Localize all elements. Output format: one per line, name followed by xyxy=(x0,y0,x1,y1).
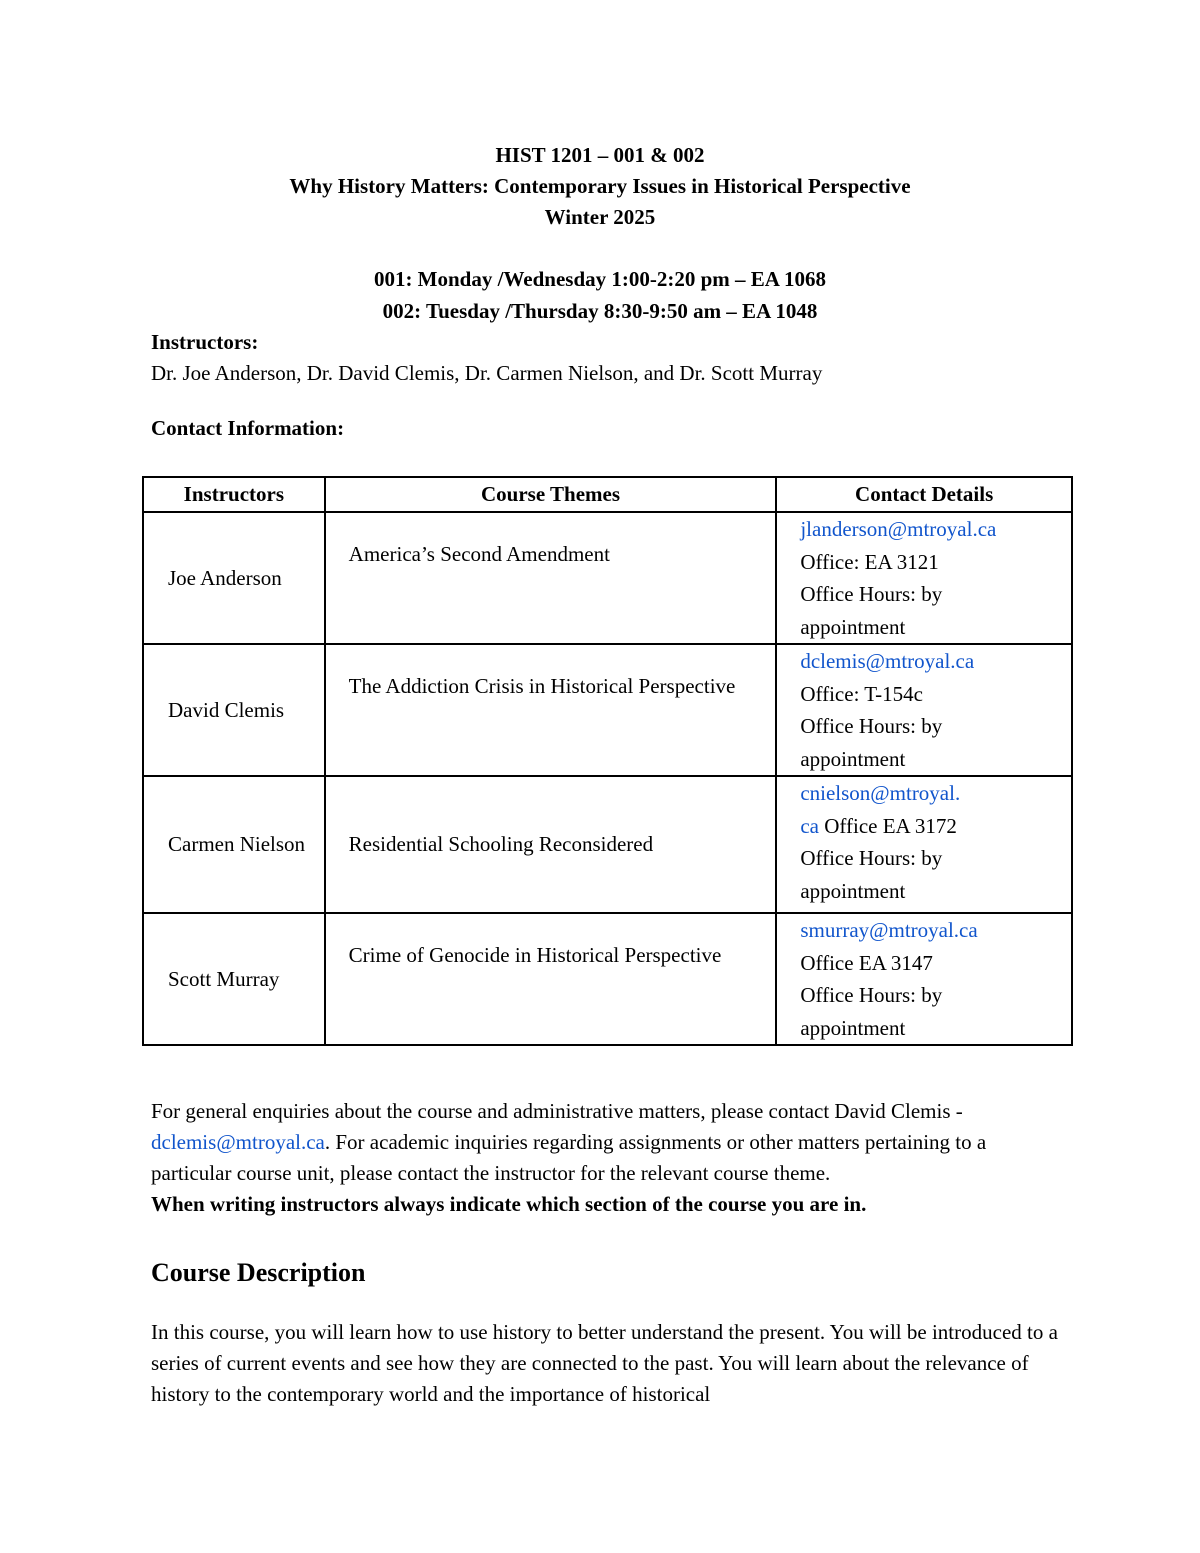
course-theme xyxy=(325,512,777,644)
section-001-schedule: 001: Monday /Wednesday 1:00-2:20 pm – EA 1068 xyxy=(373,267,827,291)
instructor-name: Joe Anderson xyxy=(143,512,325,644)
course-theme-text: The Addiction Crisis in Historical Perspective xyxy=(348,674,736,698)
email-link[interactable]: smurray@mtroyal.ca xyxy=(800,918,978,942)
office-hours: Office Hours: by xyxy=(800,846,943,870)
email-link[interactable]: jlanderson@mtroyal.ca xyxy=(800,517,997,541)
section-002-schedule: 002: Tuesday /Thursday 8:30-9:50 am – EA 1048 xyxy=(382,299,818,323)
office-hours-cont: appointment xyxy=(800,746,906,771)
course-code: HIST 1201 – 001 & 002 xyxy=(495,143,705,167)
enquiries-text-2: . For academic inquiries regarding assignments or other matters pertaining to a particular course unit, please contact the instructor for the relevant course theme. xyxy=(151,1130,987,1185)
instructor-name: Carmen Nielson xyxy=(143,776,325,913)
contact-details xyxy=(776,776,1072,913)
course-theme xyxy=(325,644,777,776)
course-theme-text: Crime of Genocide in Historical Perspective xyxy=(348,943,722,967)
course-theme xyxy=(325,776,777,913)
email-link[interactable]: dclemis@mtroyal.ca xyxy=(800,649,975,673)
instructor-name: Scott Murray xyxy=(143,913,325,1045)
office-hours: Office Hours: by xyxy=(800,714,943,738)
office-location: Office EA 3147 xyxy=(800,950,933,975)
enquiries-paragraph xyxy=(151,1096,1061,1220)
office-hours-cont: appointment xyxy=(800,1015,906,1040)
instructors-list: Dr. Joe Anderson, Dr. David Clemis, Dr. Carmen Nielson, and Dr. Scott Murray xyxy=(151,361,823,385)
office-hours-cont: appointment xyxy=(800,614,906,639)
contact-details xyxy=(776,913,1072,1045)
table-row xyxy=(143,913,1072,1045)
office-location: Office EA 3172 xyxy=(818,813,957,838)
course-theme xyxy=(325,913,777,1045)
email-link[interactable]: cnielson@mtroyal. xyxy=(800,781,961,805)
enquiries-text-1: For general enquiries about the course and administrative matters, please contact David Clemis - xyxy=(151,1099,963,1123)
office-hours-cont: appointment xyxy=(800,878,906,903)
office-hours: Office Hours: by xyxy=(800,582,943,606)
email-and-office-line xyxy=(800,810,1071,843)
office-location: Office: T-154c xyxy=(800,681,923,706)
office-location: Office: EA 3121 xyxy=(800,549,939,574)
contacts-table xyxy=(142,476,1073,1046)
general-enquiries-email-link[interactable]: dclemis@mtroyal.ca xyxy=(151,1130,325,1154)
email-link-cont[interactable]: ca xyxy=(800,813,819,838)
contact-details xyxy=(776,644,1072,776)
column-header-contact-details: Contact Details xyxy=(776,477,1072,512)
column-header-instructors: Instructors xyxy=(143,477,325,512)
office-hours: Office Hours: by xyxy=(800,983,943,1007)
table-row xyxy=(143,512,1072,644)
instructor-name: David Clemis xyxy=(143,644,325,776)
column-header-course-themes: Course Themes xyxy=(325,477,777,512)
course-description-text: In this course, you will learn how to use history to better understand the present. You will be introduced to a series of current events and see how they are connected to the past. You will learn about the relevance of history to the contemporary world and the importance of historical xyxy=(151,1320,1058,1406)
table-row xyxy=(143,644,1072,776)
course-theme-text: America’s Second Amendment xyxy=(348,542,610,566)
course-theme-text: Residential Schooling Reconsidered xyxy=(348,832,654,856)
contact-details xyxy=(776,512,1072,644)
course-description-heading: Course Description xyxy=(151,1258,366,1287)
course-term: Winter 2025 xyxy=(544,205,656,229)
course-title: Why History Matters: Contemporary Issues in Historical Perspective xyxy=(289,174,911,198)
section-reminder-note: When writing instructors always indicate which section of the course you are in. xyxy=(151,1192,867,1216)
contact-info-label: Contact Information: xyxy=(151,416,345,440)
instructors-label: Instructors: xyxy=(151,330,259,354)
table-row xyxy=(143,776,1072,913)
table-header-row xyxy=(143,477,1072,512)
